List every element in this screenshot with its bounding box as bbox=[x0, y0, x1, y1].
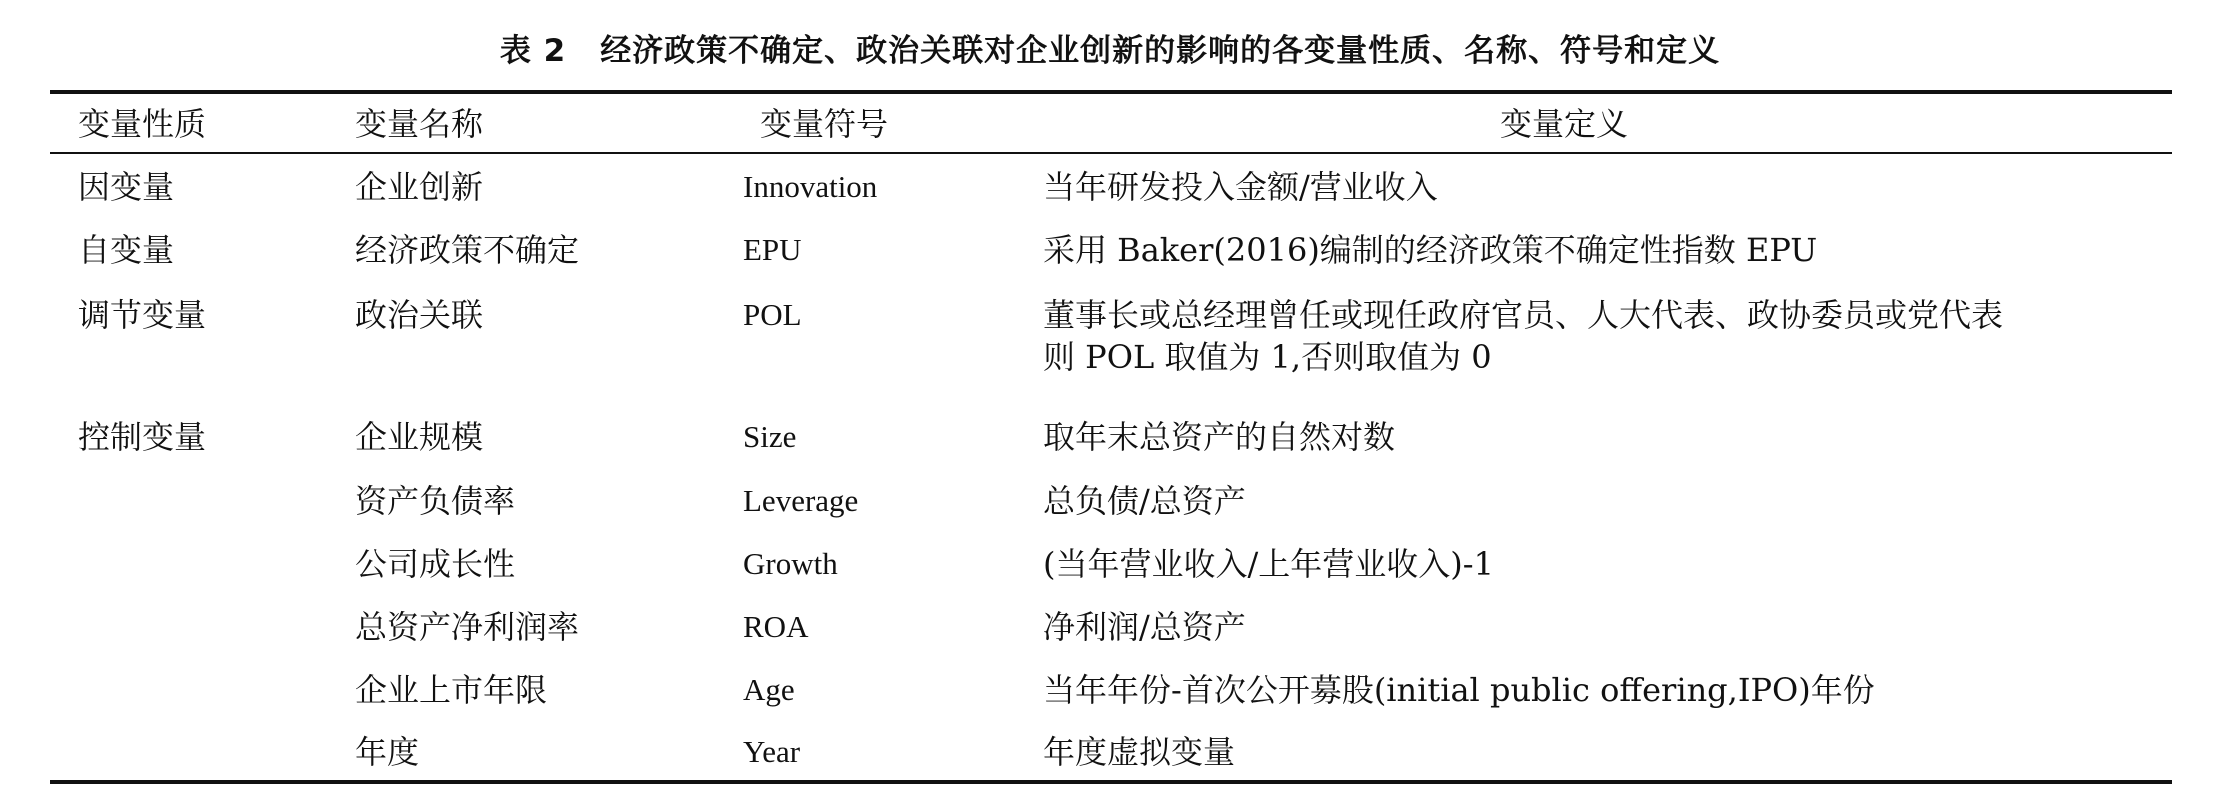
row-growth-definition: (当年营业收入/上年营业收入)-1 bbox=[1043, 545, 1494, 583]
header-rule bbox=[50, 152, 2172, 154]
row-leverage-symbol: Leverage bbox=[743, 483, 859, 518]
bottom-rule bbox=[50, 780, 2172, 784]
row-roa-name: 总资产净利润率 bbox=[355, 608, 580, 646]
row-epu-symbol: EPU bbox=[743, 232, 802, 267]
row-innovation-symbol: Innovation bbox=[743, 169, 878, 204]
row-epu-nature: 自变量 bbox=[78, 231, 175, 269]
top-rule bbox=[50, 90, 2172, 94]
row-roa-symbol: ROA bbox=[743, 609, 809, 644]
row-pol-definition-line2: 则 POL 取值为 1,否则取值为 0 bbox=[1043, 338, 1492, 376]
row-pol-name: 政治关联 bbox=[355, 296, 484, 334]
row-year-definition: 年度虚拟变量 bbox=[1043, 733, 1236, 771]
row-size-definition: 取年末总资产的自然对数 bbox=[1043, 418, 1396, 456]
row-pol-nature: 调节变量 bbox=[78, 296, 207, 334]
row-pol-definition: 董事长或总经理曾任或现任政府官员、人大代表、政协委员或党代表 bbox=[1043, 296, 2004, 334]
row-epu-definition: 采用 Baker(2016)编制的经济政策不确定性指数 EPU bbox=[1043, 231, 1818, 269]
header-symbol: 变量符号 bbox=[760, 105, 889, 143]
row-pol-symbol: POL bbox=[743, 297, 802, 332]
row-innovation-nature: 因变量 bbox=[78, 168, 175, 206]
row-size-name: 企业规模 bbox=[355, 418, 484, 456]
header-nature: 变量性质 bbox=[78, 105, 207, 143]
row-innovation-name: 企业创新 bbox=[355, 168, 484, 206]
row-age-symbol: Age bbox=[743, 672, 795, 707]
row-leverage-name: 资产负债率 bbox=[355, 482, 516, 520]
row-roa-definition: 净利润/总资产 bbox=[1043, 608, 1246, 646]
table-number: 表 2 bbox=[499, 33, 567, 69]
header-name: 变量名称 bbox=[355, 105, 484, 143]
row-epu-name: 经济政策不确定 bbox=[355, 231, 580, 269]
row-growth-name: 公司成长性 bbox=[355, 545, 516, 583]
row-innovation-definition: 当年研发投入金额/营业收入 bbox=[1043, 168, 1438, 206]
row-age-name: 企业上市年限 bbox=[355, 671, 548, 709]
row-age-definition: 当年年份-首次公开募股(initial public offering,IPO)年份 bbox=[1043, 671, 1875, 709]
row-size-nature: 控制变量 bbox=[78, 418, 207, 456]
table-caption bbox=[0, 26, 2220, 76]
table-title: 经济政策不确定、政治关联对企业创新的影响的各变量性质、名称、符号和定义 bbox=[600, 33, 1721, 69]
header-definition: 变量定义 bbox=[1500, 105, 1629, 143]
row-growth-symbol: Growth bbox=[743, 546, 838, 581]
row-year-symbol: Year bbox=[743, 734, 801, 769]
row-size-symbol: Size bbox=[743, 419, 797, 454]
row-leverage-definition: 总负债/总资产 bbox=[1043, 482, 1246, 520]
row-year-name: 年度 bbox=[355, 733, 420, 771]
